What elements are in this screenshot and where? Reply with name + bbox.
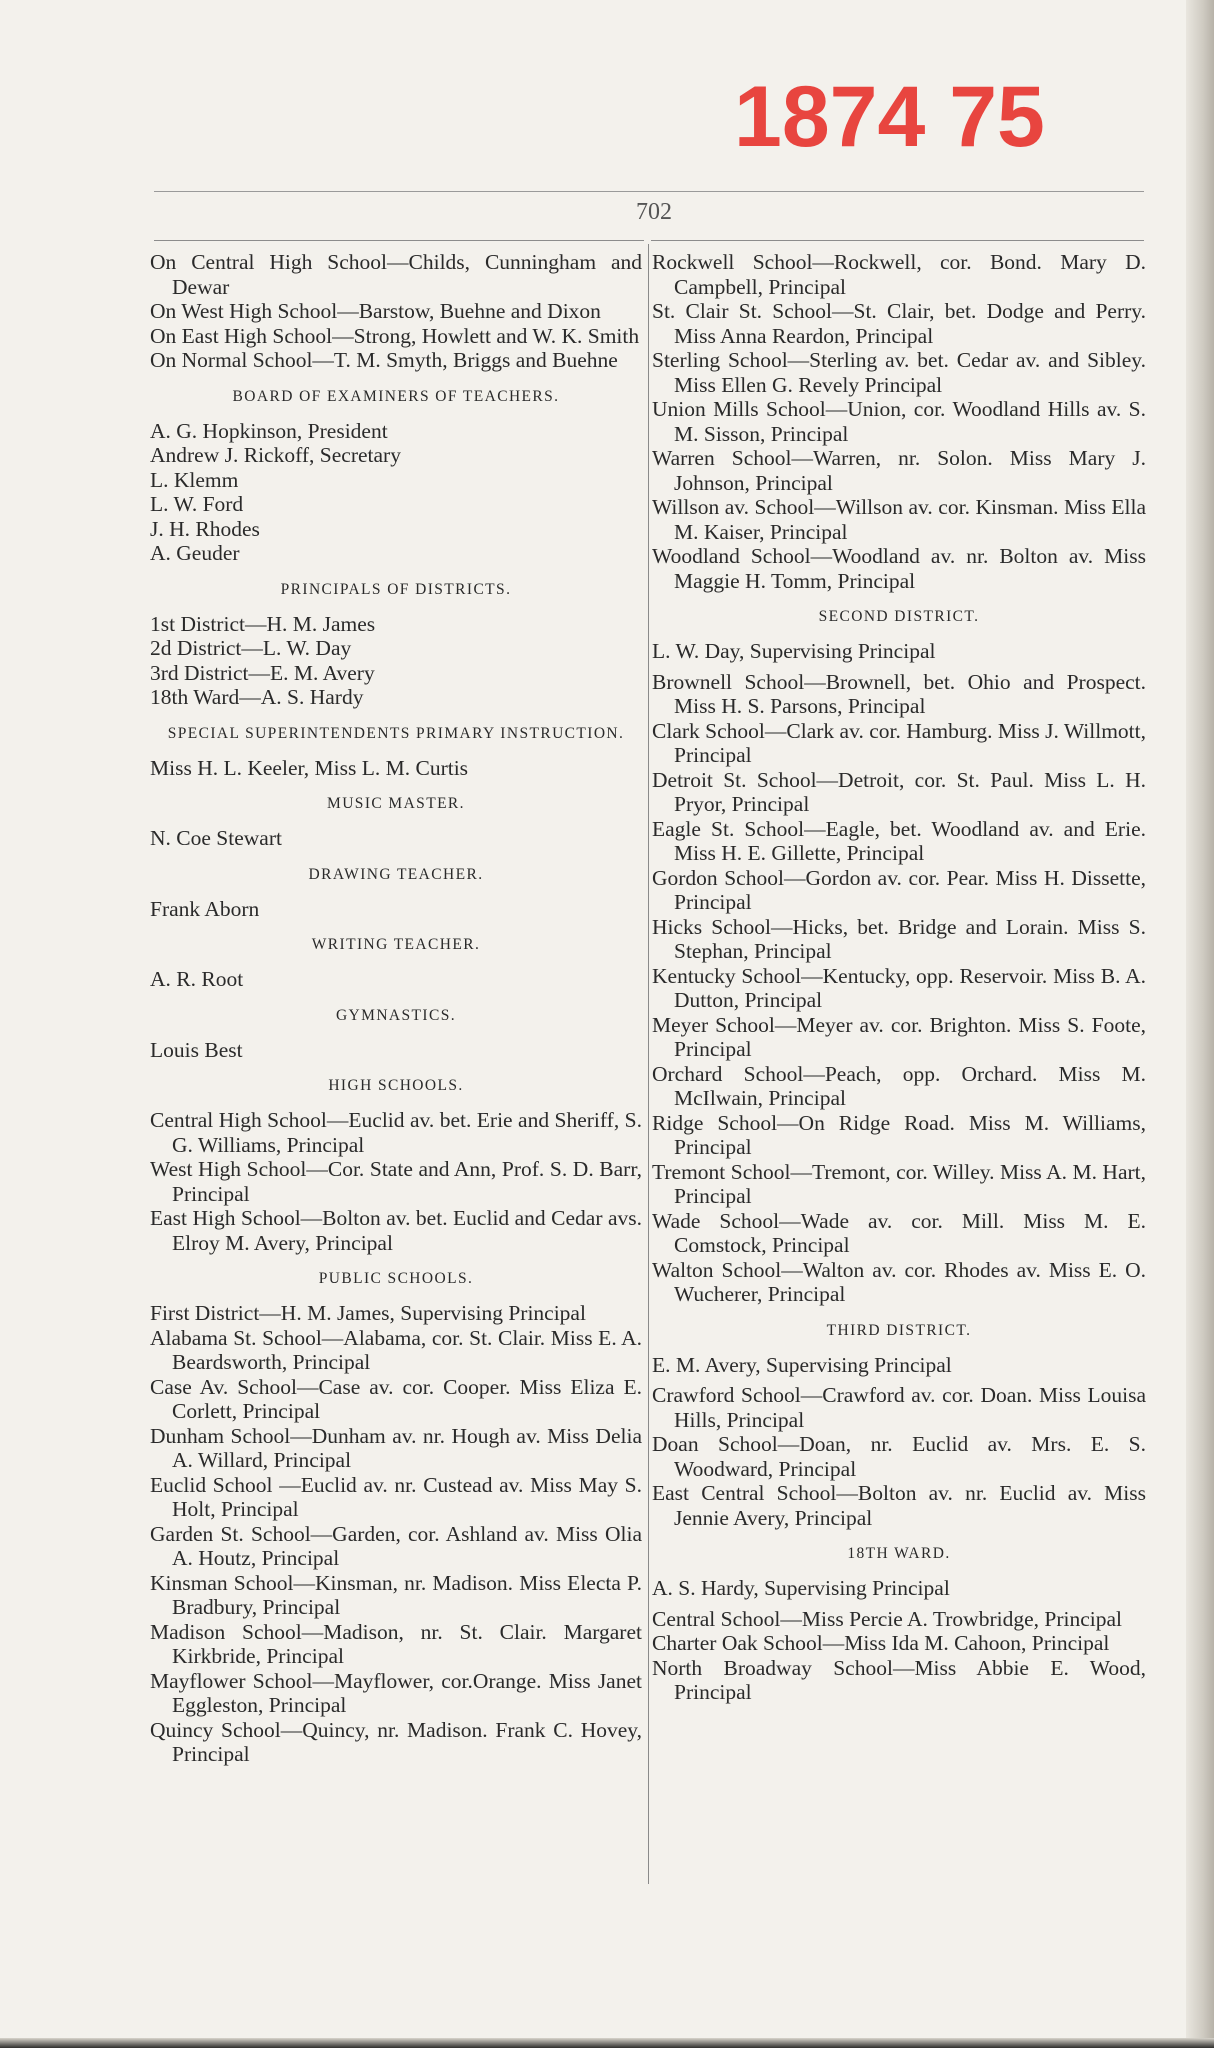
list-item: Orchard School—Peach, opp. Orchard. Miss M. McIlwain, Principal	[652, 1061, 1146, 1110]
list-item: Mayflower School—Mayflower, cor.Orange. Miss Janet Eggleston, Principal	[150, 1668, 642, 1717]
list-item: Doan School—Doan, nr. Euclid av. Mrs. E. S. Woodward, Principal	[652, 1432, 1146, 1481]
right-column	[652, 250, 1146, 1705]
list-item: L. Klemm	[150, 467, 239, 492]
page-number: 702	[636, 199, 672, 225]
second-district-supervisor: L. W. Day, Supervising Principal	[652, 639, 936, 663]
section-heading-second-district: SECOND DISTRICT.	[818, 608, 980, 625]
section-heading-public-schools: PUBLIC SCHOOLS.	[318, 1270, 474, 1287]
section-heading-writing: WRITING TEACHER.	[311, 936, 481, 953]
ward-schools-list	[652, 1607, 1146, 1705]
list-item: Brownell School—Brownell, bet. Ohio and Prospect. Miss H. S. Parsons, Principal	[652, 669, 1146, 718]
writing-teacher: A. R. Root	[150, 967, 244, 991]
section-heading-18th-ward: 18TH WARD.	[847, 1545, 951, 1562]
music-master: N. Coe Stewart	[150, 826, 282, 850]
ward-supervisor: A. S. Hardy, Supervising Principal	[652, 1576, 950, 1600]
section-heading-board: BOARD OF EXAMINERS OF TEACHERS.	[232, 387, 560, 405]
right-column-rule	[651, 240, 1144, 241]
list-item: 18th Ward—A. S. Hardy	[150, 685, 364, 709]
list-item: Gordon School—Gordon av. cor. Pear. Miss H. Dissette, Principal	[652, 865, 1146, 914]
list-item: Willson av. School—Willson av. cor. Kinsman. Miss Ella M. Kaiser, Principal	[652, 495, 1146, 544]
committee-list	[150, 250, 642, 373]
list-item: Euclid School —Euclid av. nr. Custead av. Miss May S. Holt, Principal	[150, 1472, 642, 1521]
high-schools-list	[150, 1108, 642, 1255]
public-schools-list	[150, 1301, 642, 1767]
list-item: Detroit St. School—Detroit, cor. St. Paul. Miss L. H. Pryor, Principal	[652, 767, 1146, 816]
section-heading-gymnastics: GYMNASTICS.	[335, 1006, 457, 1024]
list-item: Charter Oak School—Miss Ida M. Cahoon, Principal	[652, 1631, 1110, 1655]
list-item: Dunham School—Dunham av. nr. Hough av. Miss Delia A. Willard, Principal	[150, 1423, 642, 1472]
list-item: Quincy School—Quincy, nr. Madison. Frank C. Hovey, Principal	[150, 1717, 642, 1766]
section-heading-special: SPECIAL SUPERINTENDENTS PRIMARY INSTRUCTION.	[167, 724, 625, 742]
section-heading-third-district: THIRD DISTRICT.	[826, 1321, 972, 1339]
list-item: Tremont School—Tremont, cor. Willey. Miss A. M. Hart, Principal	[652, 1159, 1146, 1208]
list-item: Andrew J. Rickoff, Secretary	[150, 443, 401, 467]
special-superintendents: Miss H. L. Keeler, Miss L. M. Curtis	[150, 755, 469, 780]
list-item: Meyer School—Meyer av. cor. Brighton. Miss S. Foote, Principal	[652, 1012, 1146, 1061]
list-item: Woodland School—Woodland av. nr. Bolton av. Miss Maggie H. Tomm, Principal	[652, 544, 1146, 593]
list-item: St. Clair St. School—St. Clair, bet. Dodge and Perry. Miss Anna Reardon, Principal	[652, 299, 1146, 348]
list-item: On East High School—Strong, Howlett and W. K. Smith	[150, 323, 640, 348]
first-district-continued-list	[652, 250, 1146, 593]
list-item: East High School—Bolton av. bet. Euclid and Cedar avs. Elroy M. Avery, Principal	[150, 1206, 642, 1255]
list-item: Madison School—Madison, nr. St. Clair. Margaret Kirkbride, Principal	[150, 1619, 642, 1668]
list-item: North Broadway School—Miss Abbie E. Wood, Principal	[652, 1655, 1146, 1704]
list-item: Case Av. School—Case av. cor. Cooper. Miss Eliza E. Corlett, Principal	[150, 1374, 642, 1423]
third-district-list	[652, 1383, 1146, 1530]
list-item: West High School—Cor. State and Ann, Prof. S. D. Barr, Principal	[150, 1157, 642, 1206]
list-item: Union Mills School—Union, cor. Woodland Hills av. S. M. Sisson, Principal	[652, 397, 1146, 446]
list-item: On West High School—Barstow, Buehne and Dixon	[150, 299, 601, 323]
page-edge-shadow	[1186, 0, 1214, 2048]
list-item: Clark School—Clark av. cor. Hamburg. Miss J. Willmott, Principal	[652, 718, 1146, 767]
list-item: Alabama St. School—Alabama, cor. St. Clair. Miss E. A. Beardsworth, Principal	[150, 1325, 642, 1374]
list-item: Warren School—Warren, nr. Solon. Miss Mary J. Johnson, Principal	[652, 446, 1146, 495]
gymnastics-teacher: Louis Best	[150, 1037, 243, 1062]
list-item: Hicks School—Hicks, bet. Bridge and Lorain. Miss S. Stephan, Principal	[652, 914, 1146, 963]
column-divider	[648, 244, 649, 1884]
list-item: Kinsman School—Kinsman, nr. Madison. Miss Electa P. Bradbury, Principal	[150, 1570, 642, 1619]
drawing-teacher: Frank Aborn	[150, 896, 260, 921]
list-item: 2d District—L. W. Day	[150, 636, 352, 660]
principals-list	[150, 612, 642, 710]
list-item: A. Geuder	[150, 541, 240, 565]
list-item: 1st District—H. M. James	[150, 611, 376, 636]
list-item: A. G. Hopkinson, President	[150, 418, 388, 443]
list-item: Central High School—Euclid av. bet. Erie and Sheriff, S. G. Williams, Principal	[150, 1108, 642, 1157]
list-item: East Central School—Bolton av. nr. Euclid av. Miss Jennie Avery, Principal	[652, 1481, 1146, 1530]
list-item: Garden St. School—Garden, cor. Ashland av. Miss Olia A. Houtz, Principal	[150, 1521, 642, 1570]
list-item: J. H. Rhodes	[150, 516, 260, 541]
second-district-list	[652, 670, 1146, 1307]
list-item: Crawford School—Crawford av. cor. Doan. Miss Louisa Hills, Principal	[652, 1383, 1146, 1432]
list-item: Eagle St. School—Eagle, bet. Woodland av. and Erie. Miss H. E. Gillette, Principal	[652, 816, 1146, 865]
list-item: Wade School—Wade av. cor. Mill. Miss M. E. Comstock, Principal	[652, 1208, 1146, 1257]
list-item: Central School—Miss Percie A. Trowbridge, Principal	[652, 1606, 1122, 1631]
header-rule	[154, 191, 1144, 192]
list-item: Walton School—Walton av. cor. Rhodes av. Miss E. O. Wucherer, Principal	[652, 1257, 1146, 1306]
third-district-supervisor: E. M. Avery, Supervising Principal	[652, 1352, 952, 1377]
list-item: Rockwell School—Rockwell, cor. Bond. Mary D. Campbell, Principal	[652, 250, 1146, 299]
page-bottom-edge	[0, 2038, 1214, 2048]
section-heading-high-schools: HIGH SCHOOLS.	[328, 1077, 464, 1094]
year-stamp: 1874 75	[734, 69, 1045, 165]
section-heading-drawing: DRAWING TEACHER.	[308, 865, 484, 883]
list-item: Kentucky School—Kentucky, opp. Reservoir. Miss B. A. Dutton, Principal	[652, 963, 1146, 1012]
list-item: On Normal School—T. M. Smyth, Briggs and Buehne	[150, 348, 618, 372]
list-item: On Central High School—Childs, Cunningham and Dewar	[150, 250, 642, 299]
board-list	[150, 419, 642, 566]
list-item: First District—H. M. James, Supervising Principal	[150, 1301, 586, 1325]
list-item: Sterling School—Sterling av. bet. Cedar av. and Sibley. Miss Ellen G. Revely Principal	[652, 348, 1146, 397]
list-item: Ridge School—On Ridge Road. Miss M. Williams, Principal	[652, 1110, 1146, 1159]
list-item: L. W. Ford	[150, 492, 244, 516]
list-item: 3rd District—E. M. Avery	[150, 660, 375, 685]
section-heading-principals: PRINCIPALS OF DISTRICTS.	[280, 580, 512, 598]
section-heading-music: MUSIC MASTER.	[327, 795, 465, 812]
left-column	[150, 250, 642, 1767]
left-column-rule	[154, 240, 644, 241]
